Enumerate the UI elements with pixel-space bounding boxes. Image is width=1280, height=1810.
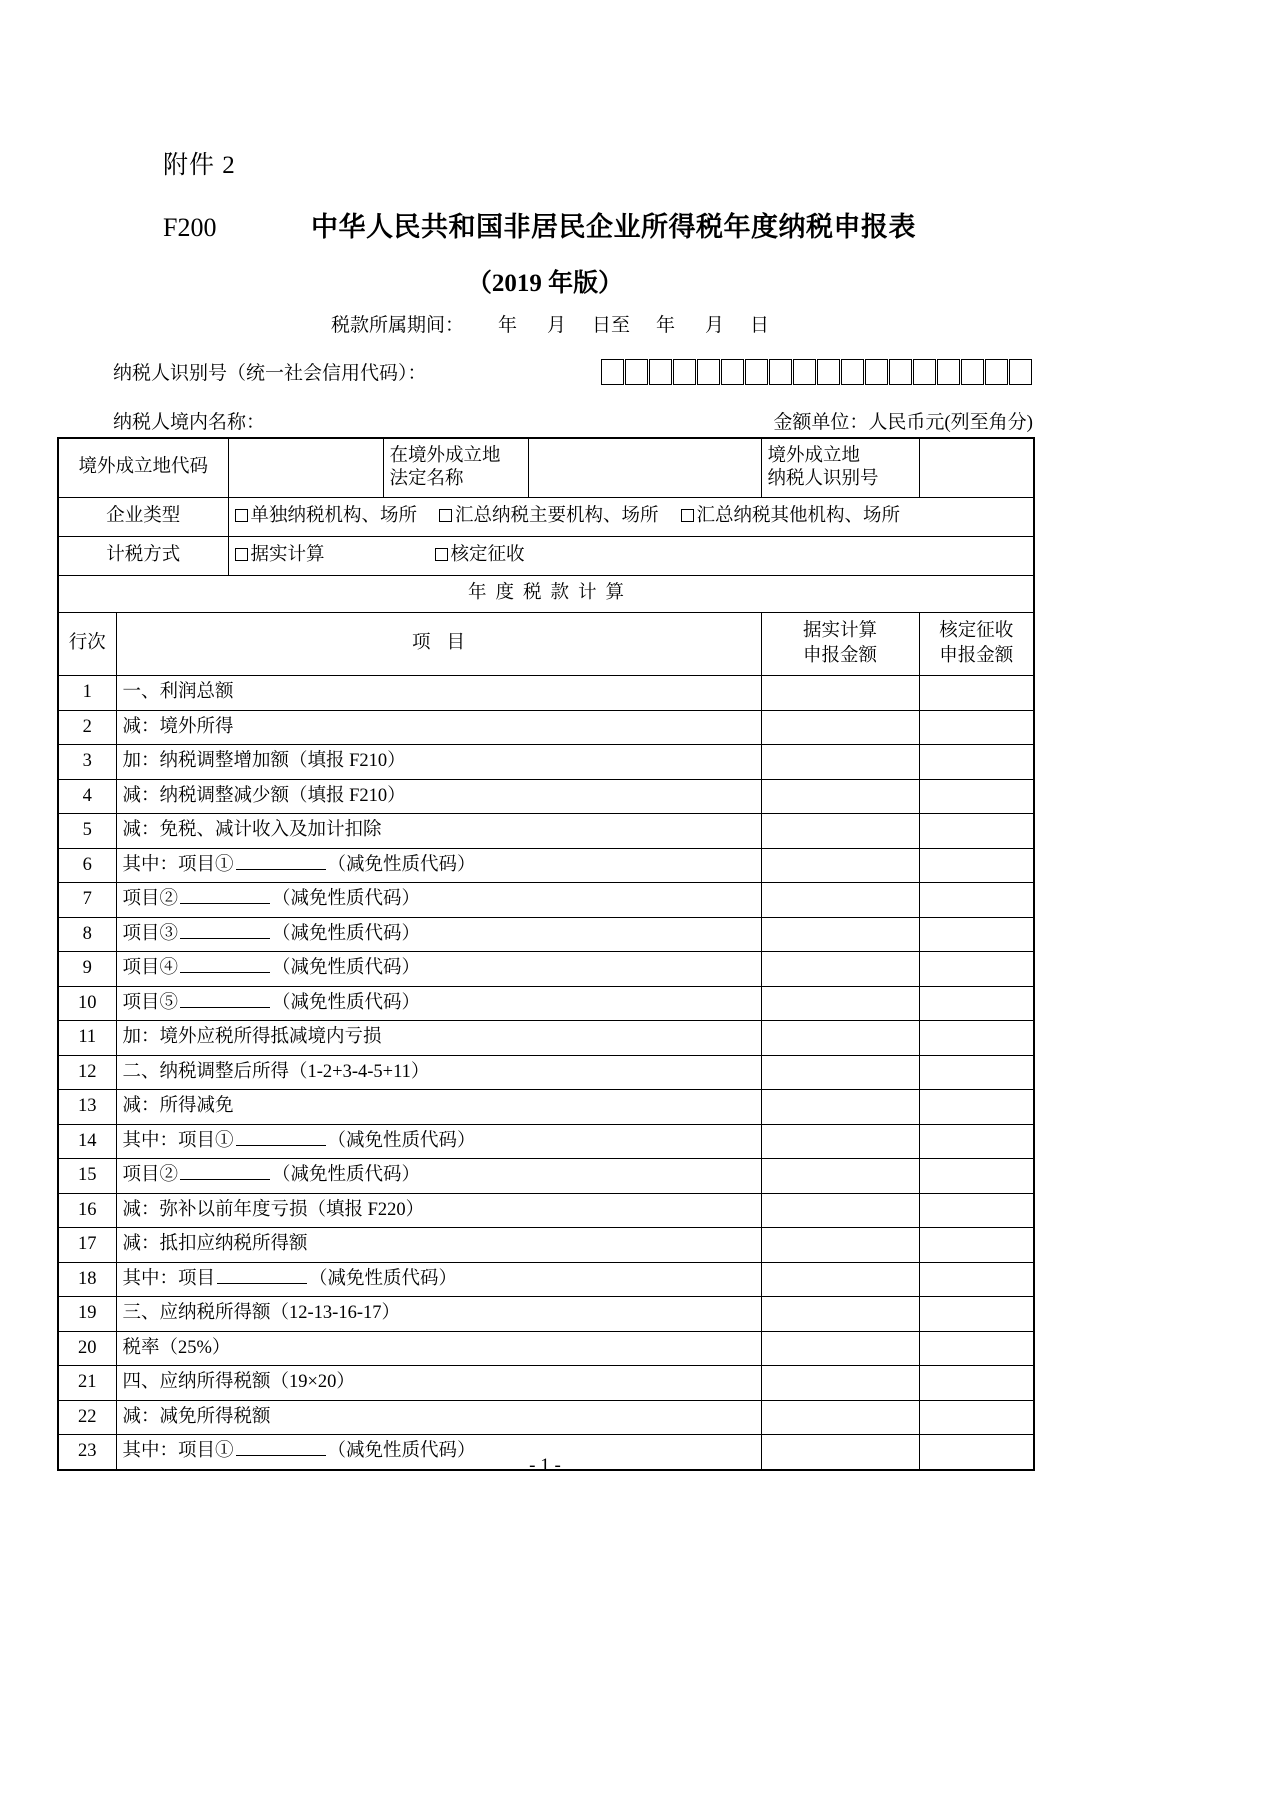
row-item-suffix: （减免性质代码） <box>327 1130 476 1151</box>
row-number: 15 <box>58 1159 116 1194</box>
taxpayer-id-char-box[interactable] <box>937 359 960 385</box>
tax-method-row <box>58 537 1034 576</box>
assessed-amount-cell[interactable] <box>919 917 1034 952</box>
row-number: 20 <box>58 1331 116 1366</box>
taxpayer-id-char-box[interactable] <box>865 359 888 385</box>
row-number: 5 <box>58 814 116 849</box>
actual-amount-cell[interactable] <box>761 1021 919 1056</box>
actual-amount-cell[interactable] <box>761 779 919 814</box>
enterprise-type-option-2-label: 汇总纳税其他机构、场所 <box>696 506 901 527</box>
enterprise-type-option-0-label: 单独纳税机构、场所 <box>250 506 418 527</box>
assessed-amount-cell[interactable] <box>919 1021 1034 1056</box>
header-assessed-amount <box>919 613 1034 676</box>
annual-calc-banner: 年度税款计算 <box>58 576 1034 613</box>
establishment-info-row <box>58 438 1034 498</box>
checkbox-icon[interactable] <box>681 509 694 522</box>
foreign-taxpayer-id-value[interactable] <box>919 438 1034 498</box>
row-item-suffix: （减免性质代码） <box>272 923 421 944</box>
actual-amount-cell[interactable] <box>761 814 919 849</box>
foreign-taxpayer-id-label: 境外成立地 纳税人识别号 <box>761 438 919 498</box>
header-actual-line2: 申报金额 <box>803 646 878 666</box>
actual-amount-cell[interactable] <box>761 1193 919 1228</box>
declaration-table <box>57 437 1035 1471</box>
row-item-label <box>116 1124 761 1159</box>
row-item-label <box>116 986 761 1021</box>
row-number: 10 <box>58 986 116 1021</box>
actual-amount-cell[interactable] <box>761 917 919 952</box>
row-item-label: 税率（25%） <box>116 1331 761 1366</box>
actual-amount-cell[interactable] <box>761 1262 919 1297</box>
table-row <box>58 952 1034 987</box>
table-row <box>58 1228 1034 1263</box>
actual-amount-cell[interactable] <box>761 1366 919 1401</box>
taxpayer-id-char-box[interactable] <box>697 359 720 385</box>
row-item-label: 减：免税、减计收入及加计扣除 <box>116 814 761 849</box>
row-number: 17 <box>58 1228 116 1263</box>
taxpayer-id-char-box[interactable] <box>817 359 840 385</box>
row-item-label: 四、应纳所得税额（19×20） <box>116 1366 761 1401</box>
tax-method-options <box>228 537 1034 576</box>
table-row <box>58 814 1034 849</box>
header-item: 项目 <box>116 613 761 676</box>
taxpayer-id-char-box[interactable] <box>721 359 744 385</box>
actual-amount-cell[interactable] <box>761 1228 919 1263</box>
enterprise-type-option-1-label: 汇总纳税主要机构、场所 <box>455 506 659 527</box>
actual-amount-cell[interactable] <box>761 745 919 780</box>
assessed-amount-cell[interactable] <box>919 1055 1034 1090</box>
table-row <box>58 1331 1034 1366</box>
taxpayer-id-char-box[interactable] <box>745 359 768 385</box>
table-row <box>58 1055 1034 1090</box>
tax-method-option-0[interactable] <box>235 544 435 567</box>
reduction-code-input[interactable] <box>180 888 270 904</box>
table-row <box>58 1366 1034 1401</box>
row-item-suffix: （减免性质代码） <box>327 1441 476 1462</box>
column-header-row <box>58 613 1034 676</box>
table-row <box>58 883 1034 918</box>
legal-name-label: 在境外成立地 法定名称 <box>383 438 528 498</box>
row-number: 18 <box>58 1262 116 1297</box>
assessed-amount-cell[interactable] <box>919 1366 1034 1401</box>
header-assessed-line1: 核定征收 <box>939 621 1014 642</box>
taxpayer-id-char-box[interactable] <box>601 359 624 385</box>
page-title: 中华人民共和国非居民企业所得税年度纳税申报表 <box>311 212 916 242</box>
assessed-amount-cell[interactable] <box>919 1400 1034 1435</box>
enterprise-type-option-0[interactable] <box>235 505 418 528</box>
taxpayer-id-char-box[interactable] <box>673 359 696 385</box>
taxpayer-id-char-box[interactable] <box>961 359 984 385</box>
reduction-code-input[interactable] <box>180 1164 270 1180</box>
actual-amount-cell[interactable] <box>761 1090 919 1125</box>
row-item-prefix: 其中：项目① <box>122 854 234 875</box>
enterprise-type-option-1[interactable] <box>439 505 659 528</box>
table-row <box>58 1262 1034 1297</box>
page-footer: - 1 - <box>529 1455 561 1476</box>
row-item-suffix: （减免性质代码） <box>272 958 421 979</box>
reduction-code-input[interactable] <box>236 854 326 870</box>
tax-method-option-1-label: 核定征收 <box>450 545 525 566</box>
row-item-label: 减：弥补以前年度亏损（填报 F220） <box>116 1193 761 1228</box>
actual-amount-cell[interactable] <box>761 1297 919 1332</box>
table-row <box>58 1193 1034 1228</box>
row-item-label: 减：减免所得税额 <box>116 1400 761 1435</box>
checkbox-icon[interactable] <box>235 548 248 561</box>
row-item-label <box>116 917 761 952</box>
row-number: 16 <box>58 1193 116 1228</box>
row-item-label: 减：纳税调整减少额（填报 F210） <box>116 779 761 814</box>
row-item-prefix: 项目② <box>122 889 179 910</box>
row-number: 14 <box>58 1124 116 1159</box>
reduction-code-input[interactable] <box>180 957 270 973</box>
row-number: 3 <box>58 745 116 780</box>
enterprise-type-row <box>58 498 1034 537</box>
row-number: 19 <box>58 1297 116 1332</box>
reduction-code-input[interactable] <box>236 1130 326 1146</box>
table-row <box>58 745 1034 780</box>
row-item-label: 二、纳税调整后所得（1-2+3-4-5+11） <box>116 1055 761 1090</box>
row-item-suffix: （减免性质代码） <box>272 992 421 1013</box>
reduction-code-input[interactable] <box>180 992 270 1008</box>
row-item-suffix: （减免性质代码） <box>272 1165 421 1186</box>
checkbox-icon[interactable] <box>435 548 448 561</box>
table-row <box>58 986 1034 1021</box>
row-number: 21 <box>58 1366 116 1401</box>
period-day-end[interactable]: 日 <box>750 315 770 336</box>
assessed-amount-cell[interactable] <box>919 779 1034 814</box>
actual-amount-cell[interactable] <box>761 1159 919 1194</box>
taxpayer-id-char-box[interactable] <box>769 359 792 385</box>
taxpayer-id-char-box[interactable] <box>625 359 648 385</box>
assessed-amount-cell[interactable] <box>919 1297 1034 1332</box>
row-number: 2 <box>58 710 116 745</box>
enterprise-type-label: 企业类型 <box>58 498 228 537</box>
actual-amount-cell[interactable] <box>761 1400 919 1435</box>
row-item-label <box>116 952 761 987</box>
header-actual-line1: 据实计算 <box>803 621 878 642</box>
row-item-label <box>116 1159 761 1194</box>
assessed-amount-cell[interactable] <box>919 1228 1034 1263</box>
table-row <box>58 1159 1034 1194</box>
actual-amount-cell[interactable] <box>761 952 919 987</box>
enterprise-type-options <box>228 498 1034 537</box>
row-item-suffix: （减免性质代码） <box>272 889 421 910</box>
period-month-start[interactable]: 月 <box>546 315 566 336</box>
assessed-amount-cell[interactable] <box>919 1124 1034 1159</box>
row-item-label <box>116 848 761 883</box>
assessed-amount-cell[interactable] <box>919 1193 1034 1228</box>
assessed-amount-cell[interactable] <box>919 1159 1034 1194</box>
table-row <box>58 1124 1034 1159</box>
taxpayer-id-label: 纳税人识别号（统一社会信用代码）： <box>113 363 427 384</box>
row-item-prefix: 项目③ <box>122 923 179 944</box>
tax-method-label: 计税方式 <box>58 537 228 576</box>
assessed-amount-cell[interactable] <box>919 814 1034 849</box>
assessed-amount-cell[interactable] <box>919 952 1034 987</box>
amount-unit-note: 金额单位：人民币元(列至角分) <box>773 412 1033 433</box>
row-item-suffix: （减免性质代码） <box>327 854 476 875</box>
row-number: 12 <box>58 1055 116 1090</box>
checkbox-icon[interactable] <box>235 509 248 522</box>
row-number: 6 <box>58 848 116 883</box>
declaration-rows <box>58 676 1034 1470</box>
actual-amount-cell[interactable] <box>761 883 919 918</box>
row-item-label: 减：境外所得 <box>116 710 761 745</box>
row-item-prefix: 项目⑤ <box>122 992 179 1013</box>
row-number: 4 <box>58 779 116 814</box>
row-item-prefix: 项目④ <box>122 958 179 979</box>
taxpayer-name-line <box>113 407 1033 434</box>
taxpayer-id-char-box[interactable] <box>985 359 1008 385</box>
actual-amount-cell[interactable] <box>761 710 919 745</box>
assessed-amount-cell[interactable] <box>919 1090 1034 1125</box>
table-row <box>58 848 1034 883</box>
taxpayer-id-char-box[interactable] <box>793 359 816 385</box>
taxpayer-id-char-box[interactable] <box>841 359 864 385</box>
actual-amount-cell[interactable] <box>761 1124 919 1159</box>
row-item-label: 减：抵扣应纳税所得额 <box>116 1228 761 1263</box>
row-item-prefix: 项目② <box>122 1165 179 1186</box>
actual-amount-cell[interactable] <box>761 676 919 711</box>
reduction-code-input[interactable] <box>236 1440 326 1456</box>
actual-amount-cell[interactable] <box>761 1055 919 1090</box>
table-row <box>58 1021 1034 1056</box>
header-actual-amount <box>761 613 919 676</box>
legal-name-value[interactable] <box>528 438 761 498</box>
period-day-start[interactable]: 日至 <box>591 315 630 336</box>
annual-calc-banner-row <box>58 576 1034 613</box>
taxpayer-id-char-box[interactable] <box>889 359 912 385</box>
taxpayer-id-input[interactable] <box>601 359 1033 385</box>
row-item-label <box>116 1262 761 1297</box>
actual-amount-cell[interactable] <box>761 1331 919 1366</box>
attachment-label: 附件 2 <box>163 152 236 179</box>
row-number: 22 <box>58 1400 116 1435</box>
table-row <box>58 1400 1034 1435</box>
assessed-amount-cell[interactable] <box>919 745 1034 780</box>
period-month-end[interactable]: 月 <box>705 315 725 336</box>
taxpayer-id-char-box[interactable] <box>913 359 936 385</box>
actual-amount-cell[interactable] <box>761 848 919 883</box>
assessed-amount-cell[interactable] <box>919 986 1034 1021</box>
tax-method-option-0-label: 据实计算 <box>250 545 325 566</box>
table-row <box>58 779 1034 814</box>
table-row <box>58 917 1034 952</box>
reduction-code-input[interactable] <box>217 1268 307 1284</box>
assessed-amount-cell[interactable] <box>919 883 1034 918</box>
establishment-code-value[interactable] <box>228 438 383 498</box>
title-row <box>163 205 1043 244</box>
taxpayer-id-line <box>113 358 1033 385</box>
checkbox-icon[interactable] <box>439 509 452 522</box>
actual-amount-cell[interactable] <box>761 986 919 1021</box>
table-row <box>58 676 1034 711</box>
row-item-prefix: 其中：项目① <box>122 1441 234 1462</box>
tax-period-line <box>0 310 1100 337</box>
header-assessed-line2: 申报金额 <box>939 646 1014 666</box>
table-row <box>58 710 1034 745</box>
row-number: 7 <box>58 883 116 918</box>
tax-period-label: 税款所属期间： <box>330 315 464 336</box>
row-item-label <box>116 883 761 918</box>
taxpayer-id-char-box[interactable] <box>1009 359 1032 385</box>
period-year-start[interactable]: 年 <box>497 315 517 336</box>
row-number: 1 <box>58 676 116 711</box>
row-item-label: 一、利润总额 <box>116 676 761 711</box>
taxpayer-name-label: 纳税人境内名称： <box>113 412 266 433</box>
assessed-amount-cell[interactable] <box>919 848 1034 883</box>
row-number: 9 <box>58 952 116 987</box>
assessed-amount-cell[interactable] <box>919 710 1034 745</box>
reduction-code-input[interactable] <box>180 923 270 939</box>
table-row <box>58 1090 1034 1125</box>
assessed-amount-cell[interactable] <box>919 1331 1034 1366</box>
enterprise-type-option-2[interactable] <box>681 505 901 528</box>
row-item-label: 加：境外应税所得抵减境内亏损 <box>116 1021 761 1056</box>
establishment-code-label: 境外成立地代码 <box>58 438 228 498</box>
row-item-suffix: （减免性质代码） <box>309 1268 458 1289</box>
row-item-label: 减：所得减免 <box>116 1090 761 1125</box>
form-code: F200 <box>163 213 217 242</box>
taxpayer-id-char-box[interactable] <box>649 359 672 385</box>
row-number: 11 <box>58 1021 116 1056</box>
assessed-amount-cell[interactable] <box>919 676 1034 711</box>
row-item-label: 加：纳税调整增加额（填报 F210） <box>116 745 761 780</box>
row-item-prefix: 其中：项目① <box>122 1130 234 1151</box>
row-item-prefix: 其中：项目 <box>122 1268 216 1289</box>
row-number: 23 <box>58 1435 116 1470</box>
period-year-end[interactable]: 年 <box>656 315 676 336</box>
row-number: 8 <box>58 917 116 952</box>
row-item-label: 三、应纳税所得额（12-13-16-17） <box>116 1297 761 1332</box>
row-number: 13 <box>58 1090 116 1125</box>
header-row-no: 行次 <box>58 613 116 676</box>
tax-method-option-1[interactable] <box>435 544 525 567</box>
table-row <box>58 1297 1034 1332</box>
assessed-amount-cell[interactable] <box>919 1262 1034 1297</box>
form-version-subtitle: （2019 年版） <box>466 270 624 297</box>
